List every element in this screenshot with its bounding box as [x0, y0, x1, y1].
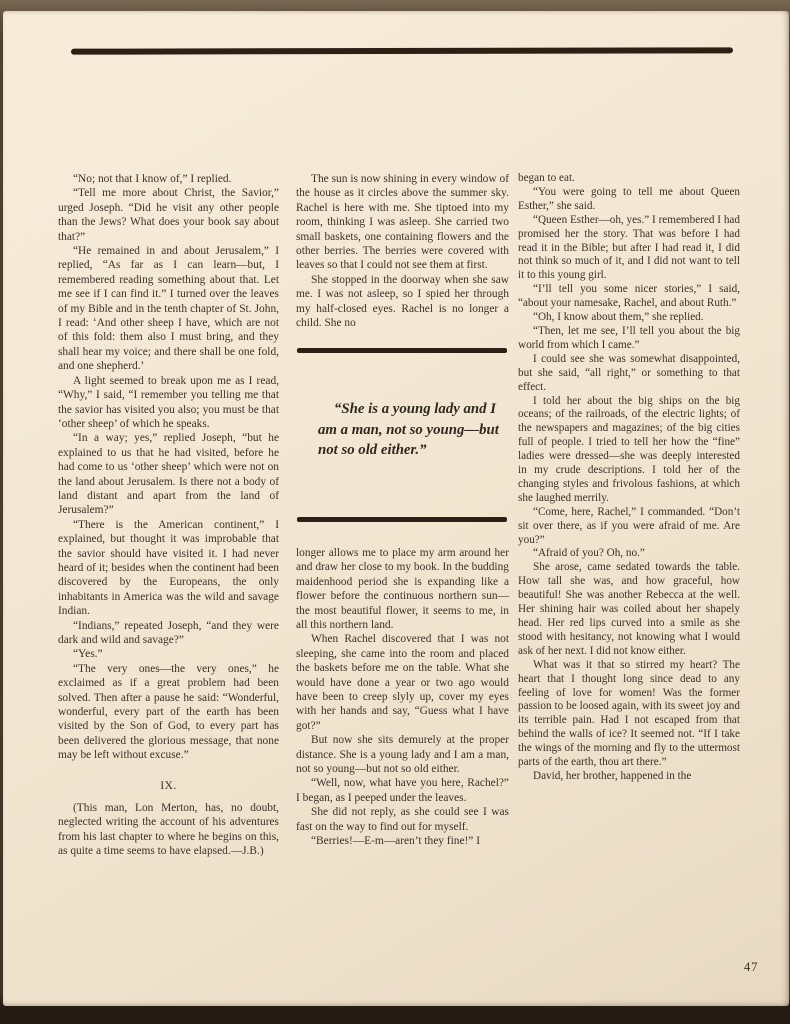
paragraph: The sun is now shining in every window of the house as it circles above the summer sky. Rachel is here with me. She tiptoed into my room, thinking I was asleep. She carried two small baskets, one containing flowers and the other berries. The berries were covered with leaves so that I could not see them at first. [296, 173, 509, 272]
section-heading: IX. [160, 777, 177, 792]
paragraph: “The very ones—the very ones,” he exclaimed as if a great problem had been solved. Then after a pause he said: “Wonderful, wonderful, every part of the earth has been visited by the Son of God, to every part has been delivered the glorious message, that none may be left without excuse.” [58, 662, 279, 762]
paragraph: What was it that so stirred my heart? The heart that I thought long since dead to any feeling of love for women! Was the former passion to be loosed again, with its sweet joy and its terrible pain. Had I not escaped from that behind the walls of ice? It seemed not. “If I take the wings of the morning and fly to the uttermost parts of the earth, thou art there.” [518, 658, 740, 769]
paragraph: She stopped in the doorway when she saw me. I was not asleep, so I spied her through my half-closed eyes. Rachel is no longer a child. She no [296, 273, 509, 330]
pull-quote-bottom-rule [297, 517, 507, 522]
paragraph: I could see she was somewhat disappointed, but she said, “all right,” or something to that effect. [518, 352, 740, 393]
paragraph: “There is the American continent,” I explained, but thought it was improbable that the savior should have visited it. I had never heard of it; besides when the continent had been discovered by the Europeans, the only inhabitants in America was the wild and savage Indian. [58, 518, 279, 618]
column-3 [518, 172, 740, 784]
paragraph: “Come, here, Rachel,” I commanded. “Don’t sit over there, as if you were afraid of me. Are you?” [518, 505, 740, 546]
paragraph: “Then, let me see, I’ll tell you about the big world from which I came.” [518, 324, 740, 351]
paragraph: “Oh, I know about them,” she replied. [533, 311, 704, 324]
paragraph: “Tell me more about Christ, the Savior,” urged Joseph. “Did he visit any other people than the Jews? What does your book say about that?” [58, 187, 279, 243]
paragraph: “In a way; yes,” replied Joseph, “but he explained to us that he had visited, before he had come to us ‘other sheep’ which were not on the land about Jerusalem. Is there not a body of land distant and apart from the land of Jerusalem?” [58, 432, 279, 517]
header-rule [71, 47, 733, 54]
paragraph: I told her about the big ships on the big oceans; of the railroads, of the electric lights; of the newspapers and magazines; of the big cities full of people. I tried to tell her how the “fine” ladies were dressed—she was deeply interested in my crude descriptions. I told her of the changing styles and frivolous fashions, at which she laughed merrily. [518, 394, 740, 504]
paragraph: A light seemed to break upon me as I read, “Why,” I said, “I remember you telling me that the savior has visited you also; you must be that ‘other sheep’ of which he speaks. [58, 374, 279, 430]
paragraph: “You were going to tell me about Queen Esther,” she said. [518, 185, 740, 212]
paragraph: “Indians,” repeated Joseph, “and they were dark and wild and savage?” [58, 619, 279, 646]
column-2 [296, 172, 509, 849]
paragraph: “He remained in and about Jerusalem,” I replied, “As far as I can learn—but, I remembered reading something about that. Let me see if I can find it.” I turned over the leaves of my Bible and in the tenth chapter of St. John, I read: ‘And other sheep I have, which are not of this fold: them also I must bring, and they shall hear my voice; and there shall be one fold, and one shepherd.’ [58, 245, 279, 373]
paragraph: “Well, now, what have you here, Rachel?” I began, as I peeped under the leaves. [296, 777, 509, 804]
magazine-page [3, 11, 789, 1006]
column-1 [58, 172, 279, 859]
paragraph: She arose, came sedated towards the table. How tall she was, and how graceful, how beautiful! She was another Rebecca at the well. Her shining hair was coiled about her shapely head. Her red lips curved into a smile as she stood with hesitancy, not knowing what I would ask of her next. I did not know either. [518, 561, 740, 657]
paragraph: “I’ll tell you some nicer stories,” I said, “about your namesake, Rachel, and about Ruth.” [518, 283, 740, 310]
paragraph: But now she sits demurely at the proper distance. She is a young lady and I am a man, not so young—but not so old either. [296, 734, 509, 776]
page-number: 47 [744, 960, 759, 974]
paragraph: “No; not that I know of,” I replied. [73, 173, 232, 185]
paragraph: began to eat. [518, 172, 575, 184]
paragraph: “Berries!—E-m—aren’t they fine!” I [311, 835, 480, 848]
pull-quote-top-rule [297, 348, 507, 353]
paragraph: When Rachel discovered that I was not sleeping, she came into the room and placed the baskets before me on the table. What she would have done a year or two ago would have been to creep slyly up, cover my eyes with her hands and say, “Guess what I have got?” [296, 633, 509, 732]
paragraph: “Afraid of you? Oh, no.” [533, 547, 645, 560]
paragraph: longer allows me to place my arm around her and draw her close to my book. In the budding maidenhood period she is expanding like a flower before the continuous northern sun—the most beautiful flower, it seems to me, in all this northern land. [296, 546, 509, 631]
paragraph: “Queen Esther—oh, yes.” I remembered I had promised her the story. That was before I had read it in the Bible; but after I had read it, I did not think so much of it, and I did not want to tell it to this young girl. [518, 213, 740, 282]
paragraph: David, her brother, happened in the [533, 769, 692, 782]
paragraph: She did not reply, as she could see I was fast on the way to find out for myself. [296, 806, 509, 833]
pull-quote: “She is a young lady and I am a man, not so young—but not so old either.” [318, 401, 499, 459]
paragraph: “Yes.” [73, 648, 103, 661]
editor-note: (This man, Lon Merton, has, no doubt, neglected writing the account of his adventures from his last chapter to where he begins on this, as quite a time seems to have elapsed.—J.B.) [58, 802, 279, 858]
